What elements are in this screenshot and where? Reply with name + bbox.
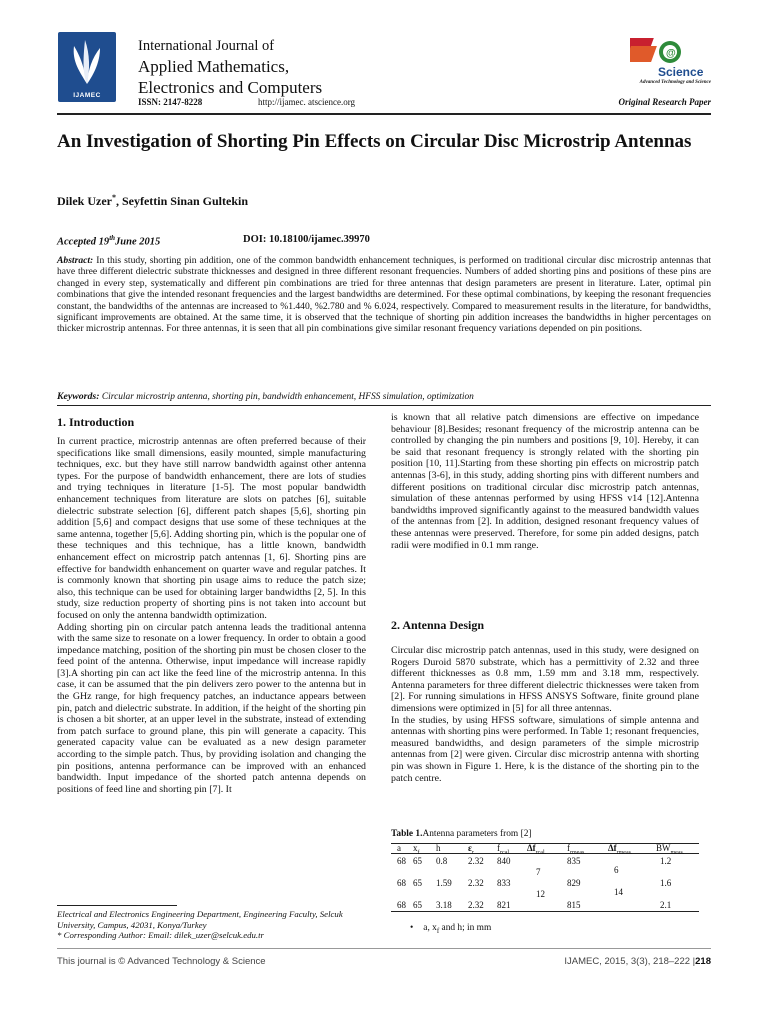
- svg-text:@: @: [666, 48, 676, 59]
- intro-paragraph-2: Adding shorting pin on circular patch antenna leads the traditional antenna with the same size to resonate on a lower frequency. In order to obtain a good impedance matching, position of the shorting pin must be chosen closer to the feed point of the antenna. Otherwise, input impedance will increase rapidly [3].A shorting pin can act like the feed line of the microstrip antenna. In this case, it can be assumed that the pin delivers zero power to the antenna but in the GHz range, for high frequency patches, an inductance appears between pin, patch and dielectric substrate. In addition, if the height of the shorting pin is chosen a bit shorter, at an upper level in the substrate, instead of extending from patch surface to ground plane, this pin will generate a capacity. This generated capacity value can be evaluated as a new design parameter according to the simple patch. Thus, by providing isolation and changing the pin positions, antenna performance can be improved with an enhanced bandwidth. Input impedance of the shorted patch antenna depends on positions of feed line and shorting pin [7]. It: [57, 621, 366, 795]
- table-cell: 833: [497, 878, 511, 888]
- table-cell: 829: [567, 878, 581, 888]
- table-header-cell: $\varepsilon_r$: [468, 843, 474, 856]
- table-cell: 12: [536, 889, 545, 899]
- table-rule-bottom: [391, 911, 699, 912]
- keywords-text: Circular microstrip antenna, shorting pin, bandwidth enhancement, HFSS simulation, optimization: [101, 392, 474, 402]
- authors: [57, 193, 248, 209]
- doi[interactable]: DOI: 10.18100/ijamec.39970: [243, 234, 370, 245]
- table-header-cell: $BW_{meas.}$: [656, 843, 685, 856]
- table-cell: 3.18: [436, 900, 452, 910]
- paper-type: Original Research Paper: [618, 97, 711, 107]
- abstract-rule: [57, 405, 711, 406]
- table-cell: 1.59: [436, 878, 452, 888]
- table-cell: 2.32: [468, 900, 484, 910]
- journal-name-line1: International Journal of: [138, 38, 275, 54]
- header-rule: [57, 113, 711, 115]
- table-cell: 65: [413, 878, 422, 888]
- table-cell: 2.1: [660, 900, 672, 910]
- table-cell: 1.6: [660, 878, 672, 888]
- corresponding-author: * Corresponding Author: Email: dilek_uzer@selcuk.edu.tr: [57, 930, 264, 940]
- table-note-text: a, x: [423, 923, 437, 933]
- table-cell: 68: [397, 878, 406, 888]
- table-cell: 0.8: [436, 856, 448, 866]
- intro-continued: is known that all relative patch dimensions are effective on impedance behaviour [8].Besides; resonant frequency of the microstrip antenna can be controlled by changing the pin numbers and positions [9, 10]. Hereby, it can be said that resonant frequency is strongly related with the shorting pin position [10, 11].Starting from these shorting pin effects on microstrip patch antennas [3-6], in this study, adding shorting pins with different numbers and different positions on traditional circular disc microstrip patch antennas, simulation of these antennas performed by using HFSS v14 [12].Antenna bandwidths improved significantly against to the measured bandwidth values of the antennas from [2]. In addition, designed resonant frequency values of these antennas were preserved. Therefore, for some pin added designs, patch radii were modified in 0.1 mm range.: [391, 412, 699, 551]
- intro-heading: 1. Introduction: [57, 415, 135, 429]
- table-cell: 14: [614, 887, 623, 897]
- table-cell: 68: [397, 900, 406, 910]
- issn: ISSN: 2147-8228: [138, 97, 203, 107]
- table-header-cell: $x_f$: [413, 843, 420, 856]
- table-header-cell: h: [436, 843, 441, 853]
- table-note-rest: and h; in mm: [439, 923, 492, 933]
- author-1: Dilek Uzer: [57, 194, 112, 208]
- design-paragraph-2: In the studies, by using HFSS software, simulations of simple antenna and antennas with shorting pins were performed. In Table 1; resonant frequencies, measured bandwidths, and design parameters of the simple microstrip antennas from [2] were given. Circular disc microstrip antenna with shorting pin was shown in Figure 1. Here, k is the distance of the shorting pin to the patch centre.: [391, 714, 699, 784]
- leaf-logo-icon: [58, 32, 116, 92]
- corresponding-mark: *: [111, 193, 116, 202]
- design-body: [391, 645, 699, 784]
- journal-name-line3: Electronics and Computers: [138, 78, 323, 97]
- table-cell: 840: [497, 856, 511, 866]
- table-cell: 65: [413, 856, 422, 866]
- logo-right-text: Science: [658, 65, 704, 79]
- table-cell: 6: [614, 865, 619, 875]
- table-header-cell: $\Delta f_{rmeas.}$: [608, 843, 633, 856]
- paper-title: An Investigation of Shorting Pin Effects on Circular Disc Microstrip Antennas: [57, 131, 692, 152]
- publisher-caption: Advanced Technology and Science: [639, 80, 711, 85]
- intro-paragraph-1: In current practice, microstrip antennas are often preferred because of their specifications like small dimensions, easily mounted, simple manufacturing techniques, exc. but they have still narrow bandwidth against other antenna types. For the purpose of bandwidth enhancement, there are lots of studies and trying techniques in literature [1-5]. The most popular bandwidth enhancement techniques from literature are slots on patches [6], suitable dielectric substrate selection [6], different patch shapes [5,6], shorting pin addition [5,6] and compact designs that use some of these techniques at the same antenna, together [5,6]. Adding shorting pin, which is the popular one of these techniques and this technique, has a little known, bandwidth enhancement effect on microstrip patch antennas [1, 6]. Shorting pins are effective for bandwidth enhancement on quarter wave and regular patches. It is commonly known that shorting pin usage aims to reduce the patch size; also, this technique can be used for obtaining larger bandwidths [2, 5]. In this study, size reduction property of shorting pins is not taken into account but focused on only the antenna bandwidth optimization.: [57, 436, 366, 621]
- accepted-prefix: Accepted 19: [57, 236, 110, 248]
- accepted-suffix: June 2015: [115, 236, 161, 248]
- table-cell: 1.2: [660, 856, 672, 866]
- footer-copyright: This journal is © Advanced Technology & Science: [57, 956, 266, 967]
- abstract-text: In this study, shorting pin addition, one of the common bandwidth enhancement techniques, is performed on traditional circular disc microstrip antennas that have three different dielectric substrate thicknesses and designed in three different resonant frequencies. Numbers of added shorting pins and positions of these pins are changed in every step, systematically and different pin combinations are tried for three antennas that design parameters are present in literature. Later, optimal pin combinations that give the intended resonant frequencies and the largest bandwidths are determined. For these optimal combinations, by keeping the resonant frequencies constant, the bandwidths of the antennas are increased to %1.440, %2.780 and % 6.024, respectively. Compared to measurement results in the literature, for bandwidths, significant improvements are obtained. At the same time, it is observed that the technique of shorting pin addition increases the bandwidths in higher percentages on thicker microstrip antennas. For three antennas, it is seen that all pin combinations give similar resonant frequency variations depended on pin positions.: [57, 255, 711, 335]
- footer-rule: [57, 948, 711, 949]
- journal-logo: [58, 32, 116, 102]
- footer-citation-text: IJAMEC, 2015, 3(3), 218–222 |: [564, 956, 696, 967]
- table-cell: 68: [397, 856, 406, 866]
- footer-citation: [564, 956, 711, 967]
- journal-url[interactable]: http://ijamec. atscience.org: [258, 97, 356, 107]
- keywords: [57, 391, 711, 402]
- table-cell: 815: [567, 900, 581, 910]
- table-note: [410, 923, 491, 935]
- accepted-sup: th: [109, 234, 116, 242]
- design-paragraph-1: Circular disc microstrip patch antennas, used in this study, were designed on Rogers Duroid 5870 substrate, which has a permittivity of 2.32 and three different thicknesses as 0.8 mm, 1.59 mm and 3.18 mm, respectively. Antenna parameters for three different dielectric thicknesses were taken from [2]. For running simulations in HFSS ANSYS Software, finite ground plane dimensions were optimized in [5] for all three antennas.: [391, 645, 699, 714]
- table-caption-text: Antenna parameters from [2]: [422, 829, 532, 839]
- table-cell: 2.32: [468, 856, 484, 866]
- table-header-cell: $f_{rcal.}$: [497, 843, 511, 856]
- page-number: 218: [695, 956, 711, 967]
- affiliation: Electrical and Electronics Engineering Department, Engineering Faculty, Selcuk University, Campus, 42031, Konya/Turkey: [57, 909, 343, 930]
- abstract: [57, 255, 711, 335]
- table-header-cell: $\Delta f_{rcal.}$: [527, 843, 547, 856]
- table-caption-label: Table 1.: [391, 829, 423, 839]
- table-cell: 2.32: [468, 878, 484, 888]
- journal-name-line2: Applied Mathematics,: [138, 57, 290, 76]
- keywords-label: Keywords:: [57, 391, 100, 402]
- table-note-sub: f: [436, 926, 440, 935]
- table-cell: 65: [413, 900, 422, 910]
- author-2: , Seyfettin Sinan Gultekin: [115, 194, 249, 208]
- design-heading: 2. Antenna Design: [391, 618, 485, 632]
- footnote-rule: [57, 905, 177, 906]
- footnote: [57, 909, 367, 941]
- table-cell: 835: [567, 856, 581, 866]
- table-caption: [391, 829, 532, 839]
- table-header-cell: a: [397, 843, 401, 853]
- table-cell: 821: [497, 900, 511, 910]
- science-logo-icon: [630, 32, 712, 80]
- bullet-icon: •: [410, 923, 414, 933]
- accepted-date: [57, 234, 160, 248]
- logo-left-text: IJAMEC: [73, 92, 101, 99]
- abstract-label: Abstract:: [57, 255, 94, 266]
- table-header-cell: $f_{rmeas.}$: [567, 843, 586, 856]
- table-cell: 7: [536, 867, 541, 877]
- intro-body: [57, 436, 366, 795]
